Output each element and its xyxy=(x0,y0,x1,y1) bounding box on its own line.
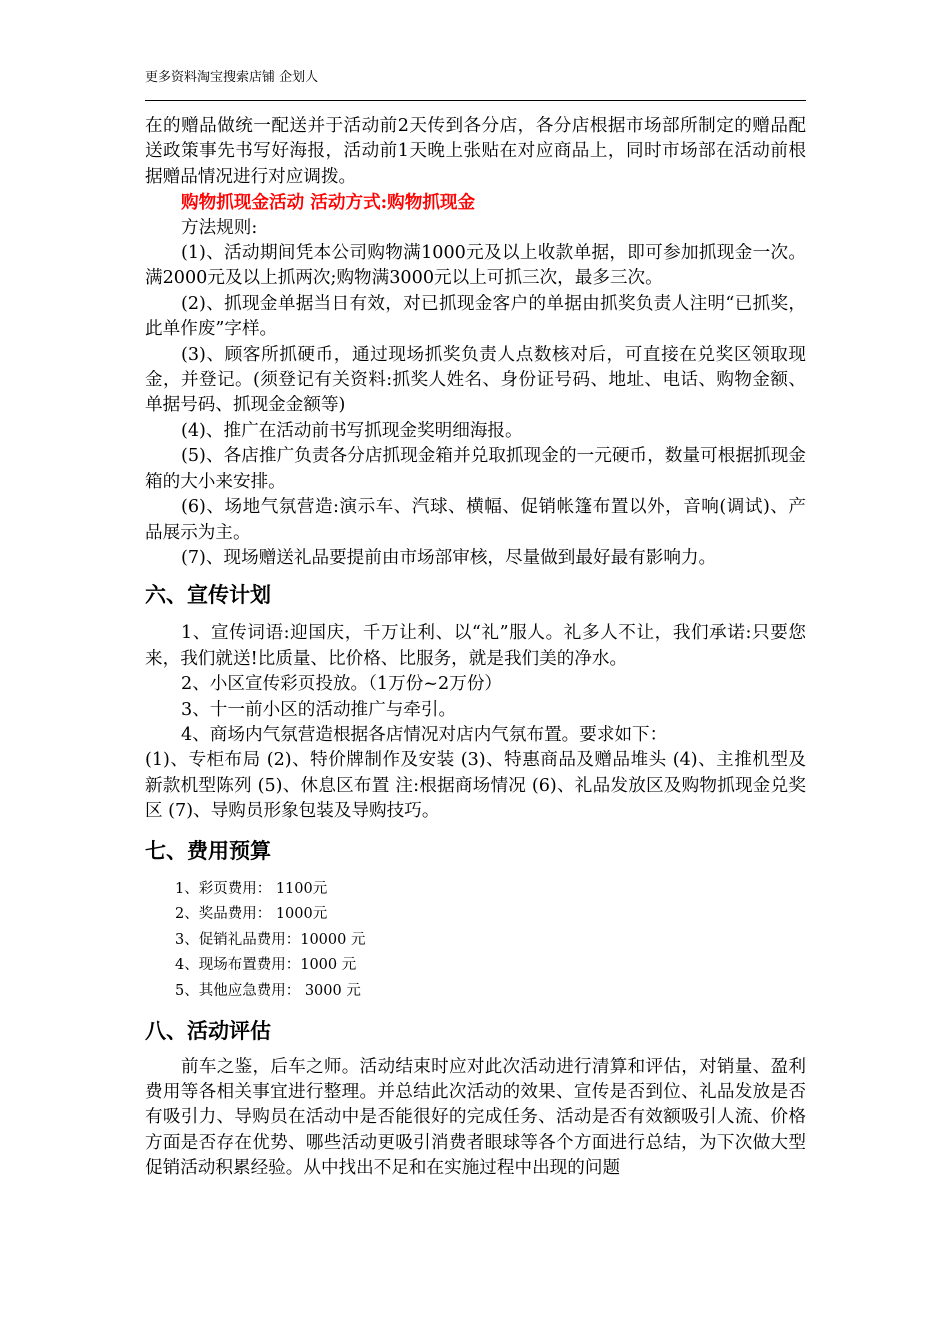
budget-item: 5、其他应急费用： 3000 元 xyxy=(175,982,361,999)
evaluation-paragraph: 前车之鉴，后车之师。活动结束时应对此次活动进行清算和评估，对销量、盈利费用等各相关事宜进行整理。并总结此次活动的效果、宣传是否到位、礼品发放是否有吸引力、导购员在活动中是否能很好的完成任务、活动是否有效额吸引人流、价格方面是否存在优势、哪些活动更吸引消费者眼球等各个方面进行总结，为下次做大型促销活动积累经验。从中找出不足和在实施过程中出现的问题 xyxy=(145,1056,806,1179)
publicity-item: 2、小区宣传彩页投放。（1万份~2万份） xyxy=(181,674,503,695)
header-divider xyxy=(145,100,806,101)
rules-label: 方法规则: xyxy=(181,217,258,238)
rule-item: (4)、推广在活动前书写抓现金奖明细海报。 xyxy=(181,420,523,441)
section-heading-evaluation: 八、活动评估 xyxy=(145,1018,271,1043)
rule-item: (1)、活动期间凭本公司购物满1000元及以上收款单据，即可参加抓现金一次。满2000元及以上抓两次;购物满3000元以上可抓三次，最多三次。 xyxy=(145,243,806,289)
cash-activity-title: 购物抓现金活动 活动方式:购物抓现金 xyxy=(181,192,476,214)
rule-item: (2)、抓现金单据当日有效，对已抓现金客户的单据由抓奖负责人注明“已抓奖，此单作废”字样。 xyxy=(145,293,806,340)
publicity-requirements: (1)、专柜布局 (2)、特价牌制作及安装 (3)、特惠商品及赠品堆头 (4)、主推机型及新款机型陈列 (5)、休息区布置 注:根据商场情况 (6)、礼品发放区及购物抓现金兑奖区 (7)、导购员形象包装及导购技巧。 xyxy=(145,750,806,822)
rule-item: (6)、场地气氛营造:演示车、汽球、横幅、促销帐篷布置以外，音响(调试)、产品展示为主。 xyxy=(145,497,806,543)
rule-item: (5)、各店推广负责各分店抓现金箱并兑取抓现金的一元硬币，数量可根据抓现金箱的大小来安排。 xyxy=(145,446,806,492)
publicity-item: 4、商场内气氛营造根据各店情况对店内气氛布置。要求如下： xyxy=(181,724,668,745)
publicity-item: 1、宣传词语:迎国庆，千万让利、以“礼”服人。礼多人不让，我们承诺:只要您来，我们就送!比质量、比价格、比服务，就是我们美的净水。 xyxy=(145,623,806,669)
budget-item: 1、彩页费用： 1100元 xyxy=(175,880,328,897)
budget-item: 3、促销礼品费用：10000 元 xyxy=(175,931,366,948)
section-heading-publicity: 六、宣传计划 xyxy=(145,583,271,608)
publicity-item: 3、十一前小区的活动推广与牵引。 xyxy=(181,699,457,720)
page-header: 更多资料淘宝搜索店铺 企划人 xyxy=(145,70,319,85)
budget-item: 2、奖品费用： 1000元 xyxy=(175,906,328,923)
budget-list xyxy=(145,877,806,1005)
section-heading-budget: 七、费用预算 xyxy=(145,838,271,863)
budget-item: 4、现场布置费用：1000 元 xyxy=(175,957,357,974)
rule-item: (3)、顾客所抓硬币，通过现场抓奖负责人点数核对后，可直接在兑奖区领取现金，并登记。(须登记有关资料:抓奖人姓名、身份证号码、地址、电话、购物金额、单据号码、抓现金金额等) xyxy=(145,344,806,416)
rule-item: (7)、现场赠送礼品要提前由市场部审核，尽量做到最好最有影响力。 xyxy=(181,547,717,568)
document-body xyxy=(145,114,806,1182)
intro-paragraph: 在的赠品做统一配送并于活动前2天传到各分店，各分店根据市场部所制定的赠品配送政策事先书写好海报，活动前1天晚上张贴在对应商品上，同时市场部在活动前根据赠品情况进行对应调拨。 xyxy=(145,116,806,187)
